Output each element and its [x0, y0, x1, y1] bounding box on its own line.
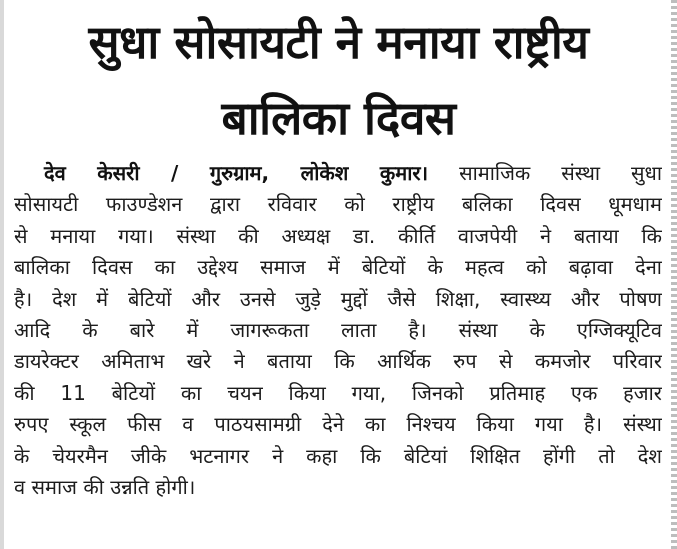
body-line-6: आदि के बारे में जागरूकता लाता है। संस्था के एग्जिक्यूटिव: [14, 317, 662, 342]
headline-line-2: बालिका दिवस: [221, 91, 456, 145]
clipping-right-edge: [671, 0, 677, 549]
headline-line-1: सुधा सोसायटी ने मनाया राष्ट्रीय: [88, 15, 589, 69]
body-line-4: बालिका दिवस का उद्देश्य समाज में बेटियों के महत्व को बढ़ावा देना: [14, 255, 662, 280]
body-line-3: से मनाया गया। संस्था की अध्यक्ष डा. कीर्ति वाजपेयी ने बताया कि: [14, 223, 662, 248]
body-line-8: की 11 बेटियों का चयन किया गया, जिनको प्रतिमाह एक हजार: [14, 380, 662, 405]
body-line-10: के चेयरमैन जीके भटनागर ने कहा कि बेटियां शिक्षित होंगी तो देश: [14, 443, 662, 468]
body-line-5: है। देश में बेटियों और उनसे जुड़े मुद्दों जैसे शिक्षा, स्वास्थ्य और पोषण: [14, 286, 662, 311]
article-body: [14, 158, 662, 503]
body-line-7: डायरेक्टर अमिताभ खरे ने बताया कि आर्थिक रुप से कमजोर परिवार: [14, 349, 662, 374]
body-line-9: रुपए स्कूल फीस व पाठयसामग्री देने का निश्चय किया गया है। संस्था: [14, 412, 662, 437]
body-line-2: सोसायटी फाउण्डेशन द्वारा रविवार को राष्ट्रीय बलिका दिवस धूमधाम: [14, 192, 662, 217]
body-line-1-text: सामाजिक संस्था सुधा: [428, 161, 662, 185]
clipping-left-edge: [0, 0, 4, 549]
dateline: देव केसरी / गुरुग्राम, लोकेश कुमार।: [44, 161, 429, 185]
body-line-1: [14, 158, 662, 189]
body-line-11: व समाज की उन्नति होगी।: [14, 474, 196, 499]
